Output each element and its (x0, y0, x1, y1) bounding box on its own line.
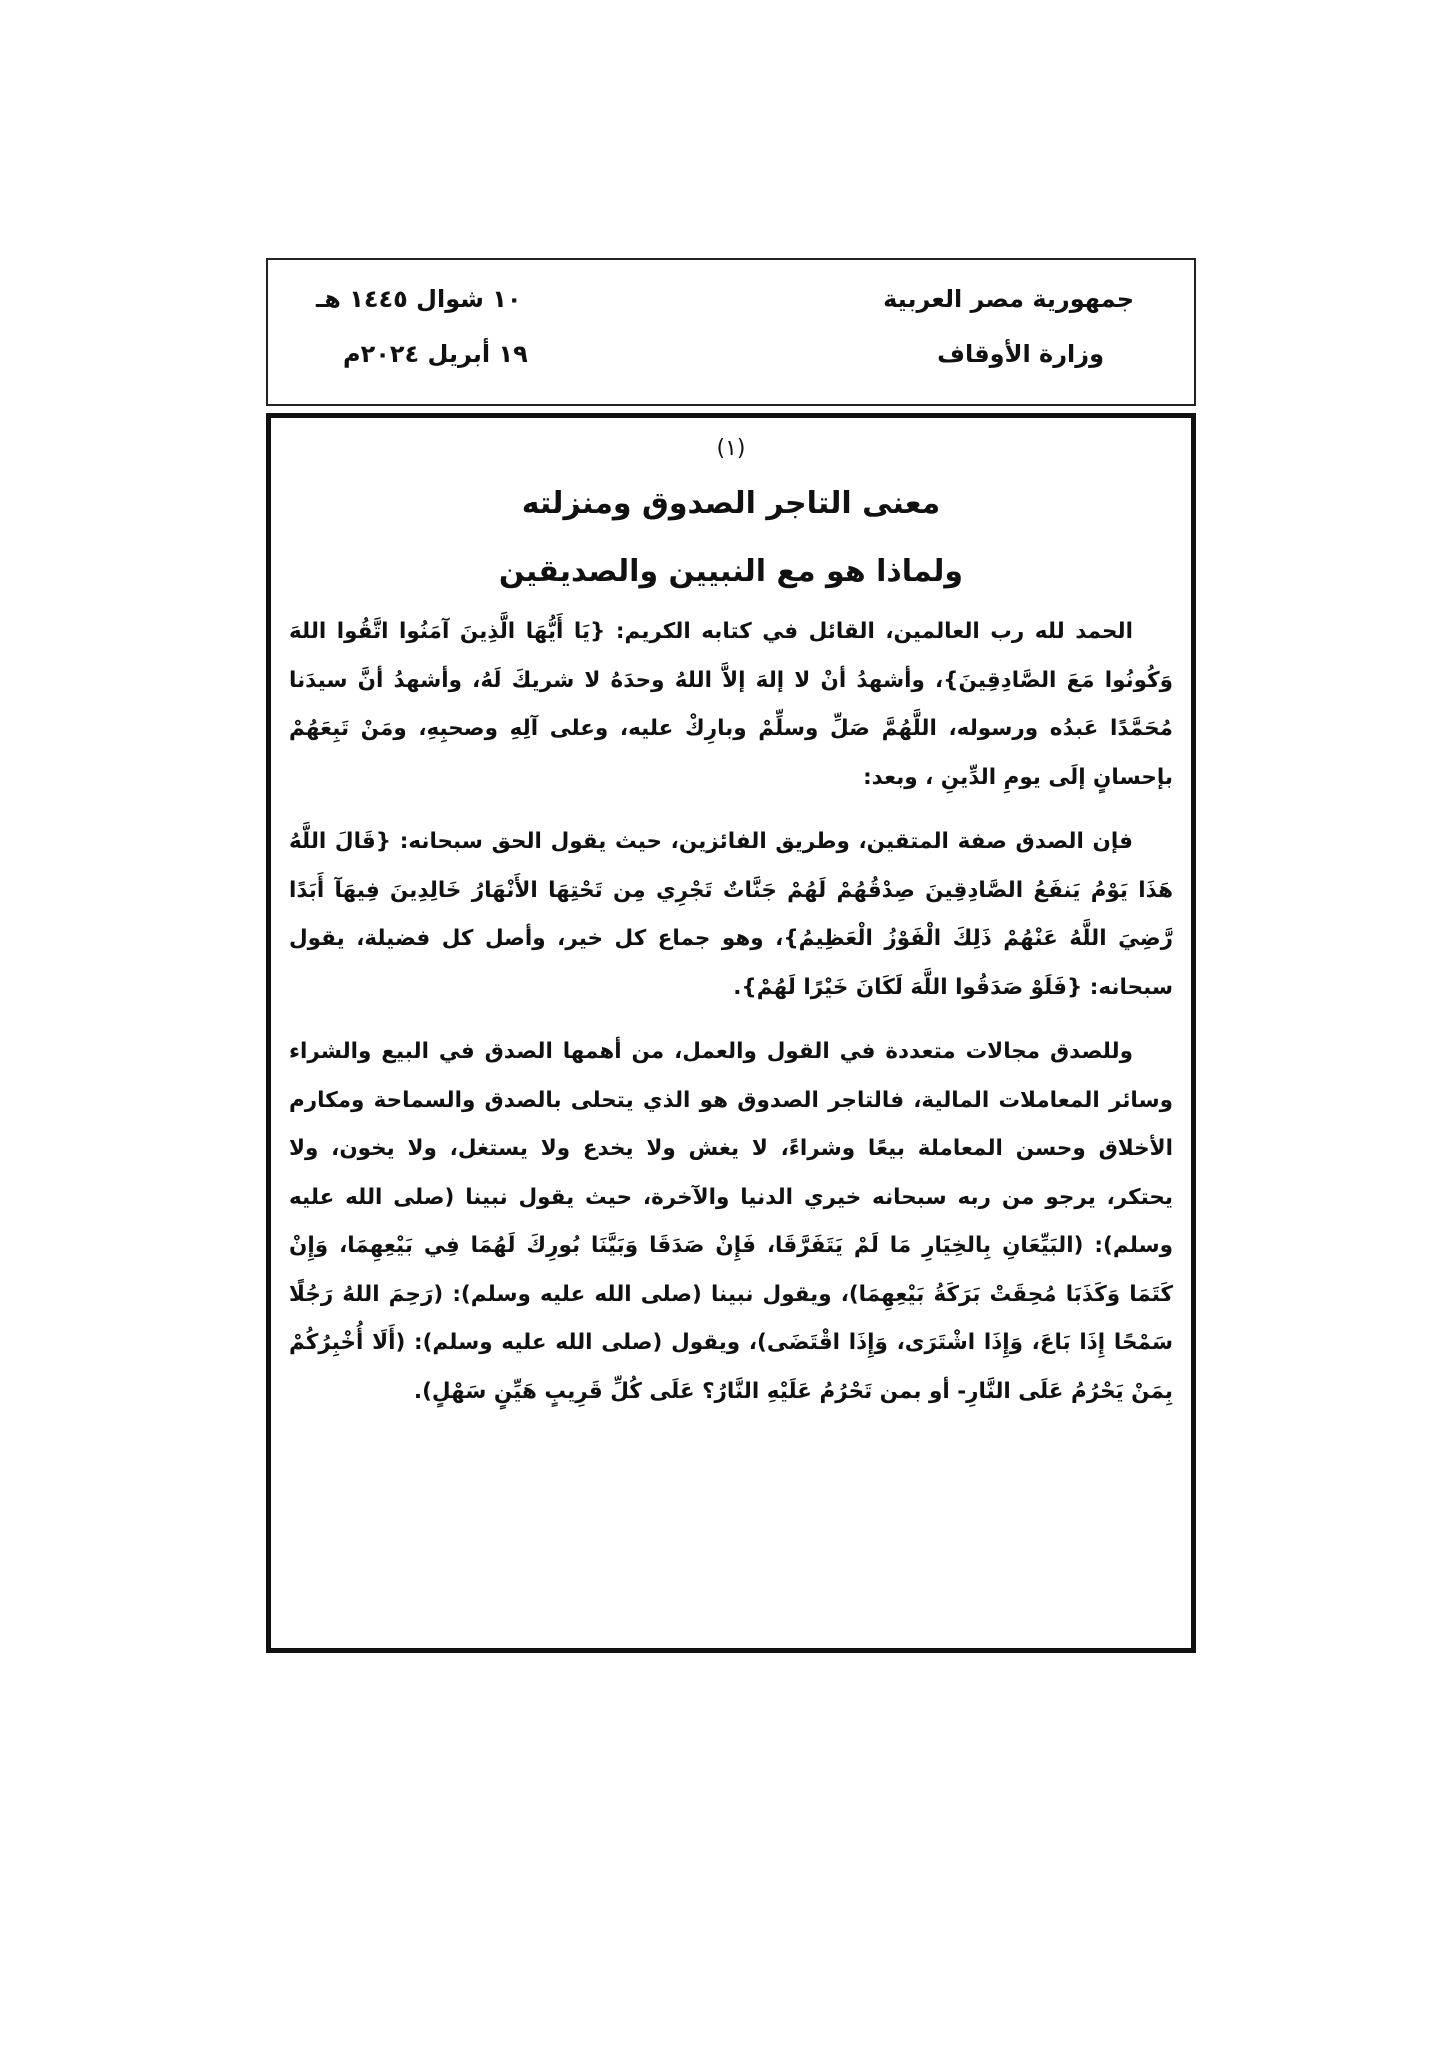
article-body (289, 608, 1173, 1432)
paragraph-opening: الحمد لله رب العالمين، القائل في كتابه الكريم: {يَا أَيُّهَا الَّذِينَ آمَنُوا اتَّقُوا اللهَ وَكُونُوا مَعَ الصَّادِقِينَ}، وأشهدُ أنْ لا إلهَ إلاَّ اللهُ وحدَهُ لا شريكَ لَهُ، وأشهدُ أنَّ سيدَنا مُحَمَّدًا عَبدُه ورسوله، اللَّهُمَّ صَلِّ وسلِّمْ وبارِكْ عليه، وعلى آلِهِ وصحبِهِ، ومَنْ تَبِعَهُمْ بإحسانٍ إلَى يومِ الدِّينِ ، وبعد: (289, 619, 1173, 790)
article-number: (١) (716, 436, 746, 461)
document-header (266, 258, 1196, 406)
hijri-date: ١٠ شوال ١٤٤٥ هـ (316, 285, 522, 313)
country-name: جمهورية مصر العربية (883, 285, 1134, 313)
gregorian-date: ١٩ أبريل ٢٠٢٤م (343, 340, 528, 368)
paragraph-trade: وللصدق مجالات متعددة في القول والعمل، من أهمها الصدق في البيع والشراء وسائر المعاملات المالية، فالتاجر الصدوق هو الذي يتحلى بالصدق والسماحة ومكارم الأخلاق وحسن المعاملة بيعًا وشراءً، لا يغش ولا يخدع ولا يستغل، ولا يخون، ولا يحتكر، يرجو من ربه سبحانه خيري الدنيا والآخرة، حيث يقول نبينا (صلى الله عليه وسلم): (البَيِّعَانِ بِالخِيَارِ مَا لَمْ يَتَفَرَّقَا، فَإِنْ صَدَقَا وَبَيَّنَا بُورِكَ لَهُمَا فِي بَيْعِهِمَا، وَإِنْ كَتَمَا وَكَذَبَا مُحِقَتْ بَرَكَةُ بَيْعِهِمَا)، ويقول نبينا (صلى الله عليه وسلم): (رَحِمَ اللهُ رَجُلًا سَمْحًا إِذَا بَاعَ، وَإِذَا اشْتَرَى، وَإِذَا اقْتَضَى)، ويقول (صلى الله عليه وسلم): (أَلَا أُخْبِرُكُمْ بِمَنْ يَحْرُمُ عَلَى النَّارِ- أو بمن تَحْرُمُ عَلَيْهِ النَّارُ؟ عَلَى كُلِّ قَرِيبٍ هَيِّنٍ سَهْلٍ). (289, 1039, 1173, 1404)
article-box (266, 413, 1196, 1653)
article-title-line-2: ولماذا هو مع النبيين والصديقين (498, 554, 964, 589)
paragraph-truthfulness: فإن الصدق صفة المتقين، وطريق الفائزين، حيث يقول الحق سبحانه: {قَالَ اللَّهُ هَذَا يَوْمُ يَنفَعُ الصَّادِقِينَ صِدْقُهُمْ لَهُمْ جَنَّاتٌ تَجْرِي مِن تَحْتِهَا الأَنْهَارُ خَالِدِينَ فِيهَآ أَبَدًا رَّضِيَ اللَّهُ عَنْهُمْ ذَلِكَ الْفَوْزُ الْعَظِيمُ}، وهو جماع كل خير، وأصل كل فضيلة، يقول سبحانه: {فَلَوْ صَدَقُوا اللَّهَ لَكَانَ خَيْرًا لَهُمْ}. (289, 829, 1173, 1000)
article-title-line-1: معنى التاجر الصدوق ومنزلته (521, 486, 941, 521)
ministry-name: وزارة الأوقاف (937, 340, 1104, 368)
